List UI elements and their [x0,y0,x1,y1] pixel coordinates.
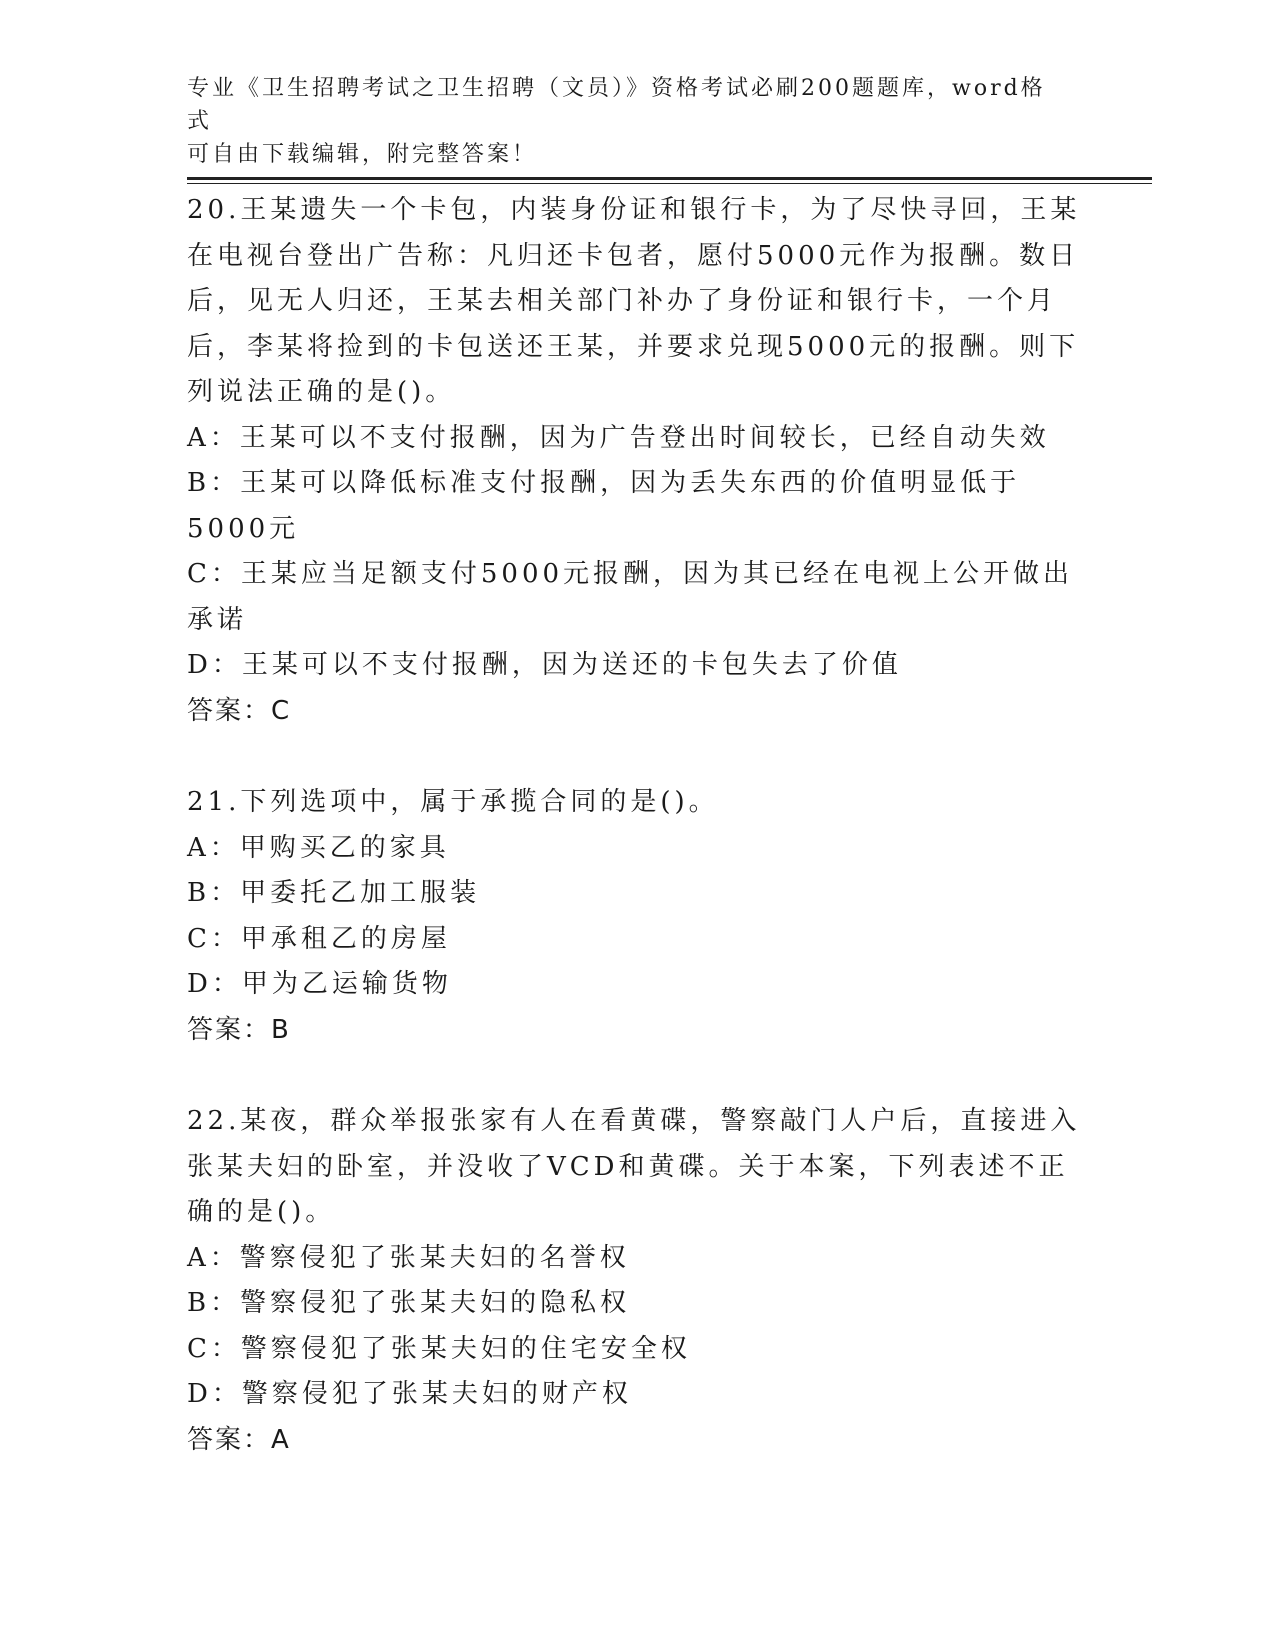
option-d: D：警察侵犯了张某夫妇的财产权 [187,1379,632,1409]
option-b: B：甲委托乙加工服装 [187,878,481,908]
header-divider-thick [187,177,1152,180]
option-a: A：警察侵犯了张某夫妇的名誉权 [187,1242,630,1273]
question-list [187,188,1087,1509]
header-line-2: 可自由下载编辑，附完整答案！ [187,142,538,167]
answer-label: 答案：C [187,695,292,726]
option-b: B：警察侵犯了张某夫妇的隐私权 [187,1288,631,1318]
question-21 [187,780,1087,1053]
header-divider-thin [187,183,1152,184]
question-text: 20.王某遗失一个卡包，内装身份证和银行卡，为了尽快寻回，王某在电视台登出广告称：凡归还卡包者，愿付5000元作为报酬。数日后，见无人归还，王某去相关部门补办了身份证和银行卡，一个月后，李某将捡到的卡包送还王某，并要求兑现5000元的报酬。则下列说法正确的是()。 [187,195,1081,407]
option-a: A：王某可以不支付报酬，因为广告登出时间较长，已经自动失效 [187,422,1050,453]
question-20 [187,188,1087,734]
option-b: B：王某可以降低标准支付报酬，因为丢失东西的价值明显低于5000元 [187,468,1021,544]
option-c: C：警察侵犯了张某夫妇的住宅安全权 [187,1333,691,1364]
option-d: D：王某可以不支付报酬，因为送还的卡包失去了价值 [187,650,902,680]
question-text: 21.下列选项中，属于承揽合同的是()。 [187,787,719,817]
option-c: C：甲承租乙的房屋 [187,923,451,954]
header-line-1: 专业《卫生招聘考试之卫生招聘（文员）》资格考试必刷200题题库，word格式 [187,76,1046,134]
question-text: 22.某夜，群众举报张家有人在看黄碟，警察敲门人户后，直接进入张某夫妇的卧室，并没收了VCD和黄碟。关于本案，下列表述不正确的是()。 [187,1106,1081,1227]
option-a: A：甲购买乙的家具 [187,832,450,863]
option-d: D：甲为乙运输货物 [187,969,452,999]
question-22 [187,1099,1087,1463]
document-header [187,72,1067,171]
option-c: C：王某应当足额支付5000元报酬，因为其已经在电视上公开做出承诺 [187,559,1074,635]
answer-label: 答案：B [187,1014,291,1045]
answer-label: 答案：A [187,1424,291,1455]
